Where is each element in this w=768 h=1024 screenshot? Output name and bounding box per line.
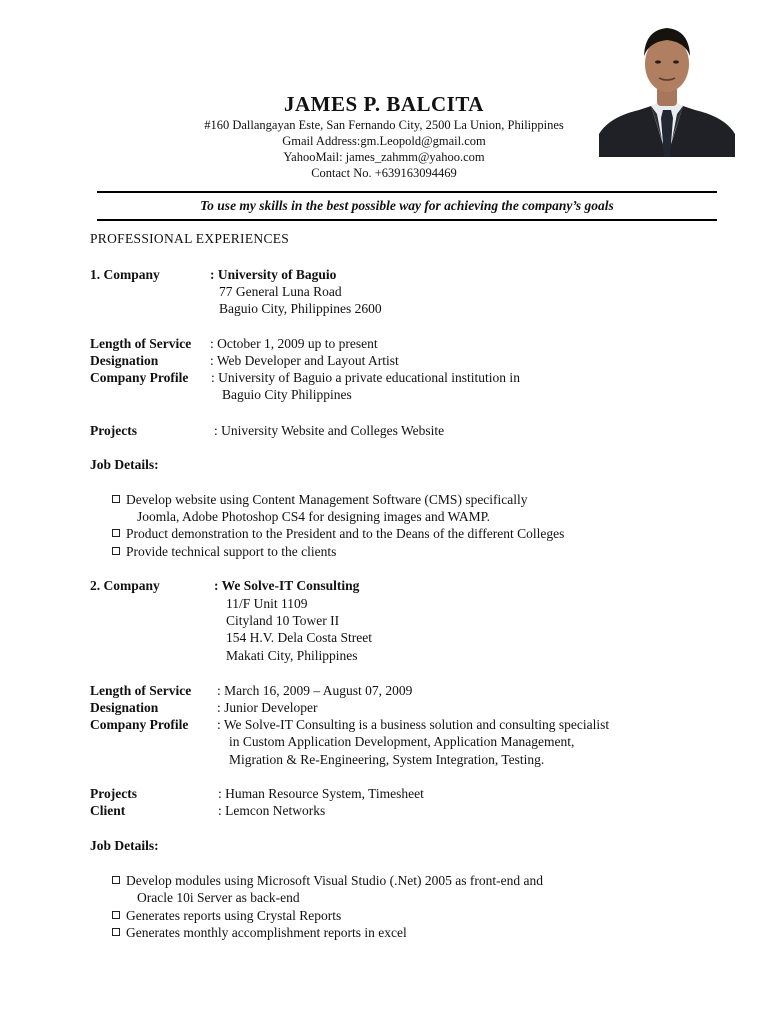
job-1-detail-item: Provide technical support to the clients bbox=[112, 543, 336, 560]
job-2-profile: Migration & Re-Engineering, System Integration, Testing. bbox=[229, 752, 545, 767]
top-rule bbox=[97, 191, 717, 193]
job-2-client-label: Client bbox=[90, 803, 126, 818]
job-1-detail-item: Product demonstration to the President and to the Deans of the different Colleges bbox=[112, 525, 564, 542]
job-2-detail-item: Generates reports using Crystal Reports bbox=[112, 907, 341, 924]
job-2-designation-label: Designation bbox=[90, 700, 159, 715]
job-2-client: : Lemcon Networks bbox=[218, 803, 326, 818]
career-objective: To use my skills in the best possible way for achieving the company’s goals bbox=[200, 198, 614, 213]
job-2-designation: : Junior Developer bbox=[217, 700, 318, 715]
job-1-detail-continuation: Joomla, Adobe Photoshop CS4 for designing images and WAMP. bbox=[137, 509, 491, 524]
job-1-designation-label: Designation bbox=[90, 353, 159, 368]
job-2-profile: in Custom Application Development, Application Management, bbox=[229, 734, 575, 749]
job-2-projects: : Human Resource System, Timesheet bbox=[218, 786, 424, 801]
bottom-rule bbox=[97, 219, 717, 221]
job-2-detail-item: Develop modules using Microsoft Visual Studio (.Net) 2005 as front-end and bbox=[112, 872, 543, 889]
job-1-address-line: 77 General Luna Road bbox=[219, 284, 342, 299]
job-1-company: : University of Baguio bbox=[210, 267, 337, 282]
job-1-projects: : University Website and Colleges Website bbox=[214, 423, 445, 438]
job-2-address-line: Cityland 10 Tower II bbox=[226, 613, 340, 628]
job-1-projects-label: Projects bbox=[90, 423, 137, 438]
job-2-details-label: Job Details: bbox=[90, 838, 159, 853]
job-1-los-label: Length of Service bbox=[90, 336, 192, 351]
bullet-box-icon bbox=[112, 911, 120, 919]
job-1-detail-item: Develop website using Content Management Software (CMS) specifically bbox=[112, 491, 528, 508]
job-1-profile: Baguio City Philippines bbox=[222, 387, 352, 402]
section-title: PROFESSIONAL EXPERIENCES bbox=[90, 231, 290, 246]
job-2-detail-continuation: Oracle 10i Server as back-end bbox=[137, 890, 300, 905]
job-2-projects-label: Projects bbox=[90, 786, 137, 801]
bullet-box-icon bbox=[112, 928, 120, 936]
job-1-company-label: 1. Company bbox=[90, 267, 160, 282]
job-2-profile: : We Solve-IT Consulting is a business solution and consulting specialist bbox=[217, 717, 610, 732]
bullet-box-icon bbox=[112, 547, 120, 555]
job-1-profile-label: Company Profile bbox=[90, 370, 189, 385]
home-address: #160 Dallangayan Este, San Fernando City, 2500 La Union, Philippines bbox=[204, 118, 564, 132]
applicant-name: JAMES P. BALCITA bbox=[284, 92, 484, 116]
contact-number: Contact No. +639163094469 bbox=[311, 166, 457, 180]
job-2-address-line: 11/F Unit 1109 bbox=[226, 596, 308, 611]
job-2-los: : March 16, 2009 – August 07, 2009 bbox=[217, 683, 413, 698]
bullet-box-icon bbox=[112, 495, 120, 503]
job-1-details-label: Job Details: bbox=[90, 457, 159, 472]
bullet-box-icon bbox=[112, 529, 120, 537]
job-2-address-line: 154 H.V. Dela Costa Street bbox=[226, 630, 372, 645]
gmail-address: Gmail Address:gm.Leopold@gmail.com bbox=[282, 134, 486, 148]
job-2-profile-label: Company Profile bbox=[90, 717, 189, 732]
job-1-los: : October 1, 2009 up to present bbox=[210, 336, 378, 351]
yahoo-address: YahooMail: james_zahmm@yahoo.com bbox=[283, 150, 485, 164]
job-1-profile: : University of Baguio a private educational institution in bbox=[211, 370, 520, 385]
job-2-company: : We Solve-IT Consulting bbox=[214, 578, 360, 593]
job-1-designation: : Web Developer and Layout Artist bbox=[210, 353, 399, 368]
bullet-box-icon bbox=[112, 876, 120, 884]
applicant-photo bbox=[599, 22, 735, 157]
job-2-address-line: Makati City, Philippines bbox=[226, 648, 358, 663]
job-1-address-line: Baguio City, Philippines 2600 bbox=[219, 301, 382, 316]
job-2-company-label: 2. Company bbox=[90, 578, 160, 593]
job-2-los-label: Length of Service bbox=[90, 683, 192, 698]
job-2-detail-item: Generates monthly accomplishment reports in excel bbox=[112, 924, 407, 941]
